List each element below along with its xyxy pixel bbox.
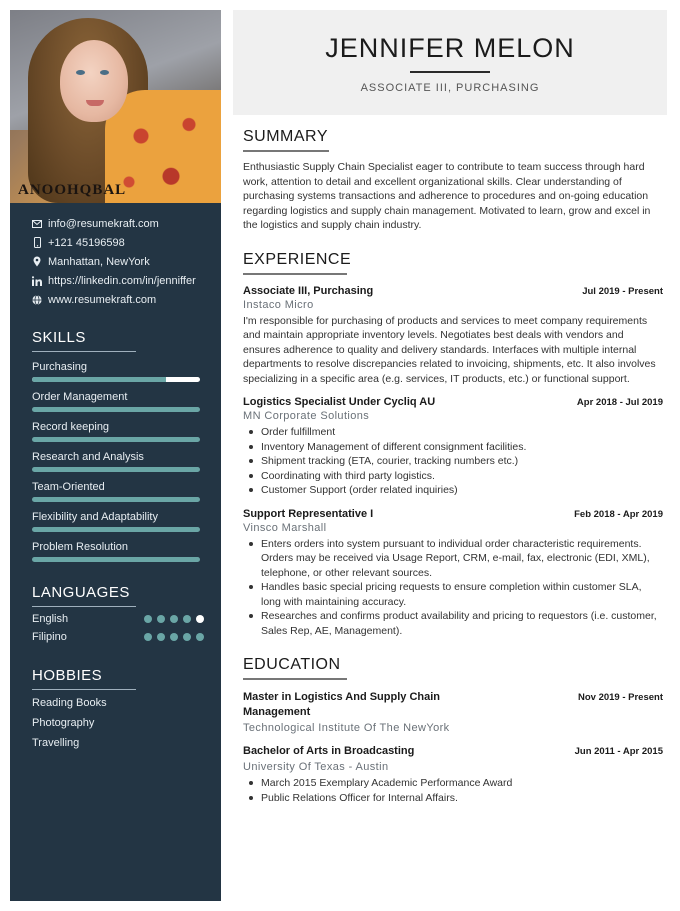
skill-bar-fill <box>32 467 200 472</box>
job-dates: Feb 2018 - Apr 2019 <box>574 508 663 520</box>
bullet-item: Enters orders into system pursuant to individual order characteristic requirements. Orders may be received via Usage Report, CRM, e-mail, fax, electronic (EDI, XML), telephone, or other relevant sources. <box>243 537 663 581</box>
job-bullets <box>243 537 663 639</box>
hobbies-heading: HOBBIES <box>32 667 136 690</box>
skill-bar <box>32 467 200 472</box>
degree-title: Master in Logistics And Supply Chain Management <box>243 691 441 718</box>
contact-list <box>10 203 221 307</box>
globe-icon <box>32 294 42 305</box>
bullet-item: Shipment tracking (ETA, courier, tracking numbers etc.) <box>243 454 663 469</box>
bullet-item: Customer Support (order related inquiries) <box>243 483 663 498</box>
job-company: Vinsco Marshall <box>243 521 327 534</box>
job-company: Instaco Micro <box>243 298 314 311</box>
skill-label: Purchasing <box>32 361 88 373</box>
bullet-item: Coordinating with third party logistics. <box>243 469 663 484</box>
hobby-item: Photography <box>32 717 95 729</box>
skill-bar-fill <box>32 497 200 502</box>
bullet-item: Order fulfillment <box>243 425 663 440</box>
language-row <box>32 613 204 625</box>
bullet-item: Researches and confirms product availability and pricing to requestors (i.e. customer, Sales Rep, AE, Management). <box>243 609 663 638</box>
contact-location <box>32 255 221 269</box>
school-name: University Of Texas - Austin <box>243 761 389 773</box>
skill-label: Flexibility and Adaptability <box>32 511 158 523</box>
skill-bar <box>32 497 200 502</box>
hobby-item: Reading Books <box>32 697 107 709</box>
header-divider <box>410 71 490 73</box>
experience-section <box>243 251 663 639</box>
contact-phone[interactable] <box>32 236 221 250</box>
job-entry <box>243 285 663 387</box>
job-entry <box>243 508 663 639</box>
summary-section <box>243 128 663 233</box>
job-entry <box>243 396 663 498</box>
contact-linkedin[interactable] <box>32 274 221 288</box>
skill-item <box>32 451 200 472</box>
sidebar <box>10 10 221 901</box>
skill-item <box>32 391 200 412</box>
school-name: Technological Institute Of The NewYork <box>243 722 450 734</box>
location-icon <box>32 256 42 267</box>
skill-bar-fill <box>32 437 200 442</box>
rating-dot <box>196 615 204 623</box>
job-title: Logistics Specialist Under Cycliq AU <box>243 396 436 408</box>
email-icon <box>32 218 42 229</box>
skills-heading: SKILLS <box>32 329 136 352</box>
bullet-item: Inventory Management of different consignment facilities. <box>243 440 663 455</box>
skill-label: Research and Analysis <box>32 451 144 463</box>
education-entry <box>243 690 663 734</box>
skill-bar <box>32 377 200 382</box>
rating-dot <box>183 633 191 641</box>
job-bullets <box>243 425 663 498</box>
language-rating <box>144 615 204 623</box>
skills-section <box>10 329 221 562</box>
candidate-name: JENNIFER MELON <box>325 33 575 63</box>
skill-bar-fill <box>32 407 200 412</box>
skill-bar <box>32 527 200 532</box>
bullet-item: Handles basic special pricing requests to ensure completion within customer SLA, long with maintaining accuracy. <box>243 580 663 609</box>
skill-label: Order Management <box>32 391 128 403</box>
skill-label: Record keeping <box>32 421 110 433</box>
contact-website[interactable] <box>32 293 221 307</box>
language-name: English <box>32 613 69 625</box>
skill-item <box>32 421 200 442</box>
education-heading: EDUCATION <box>243 656 347 680</box>
rating-dot <box>157 633 165 641</box>
contact-linkedin-text: https://linkedin.com/in/jenniffer <box>48 275 196 287</box>
languages-heading: LANGUAGES <box>32 584 136 607</box>
contact-website-text: www.resumekraft.com <box>48 294 157 306</box>
language-name: Filipino <box>32 631 67 643</box>
skill-label: Problem Resolution <box>32 541 128 553</box>
rating-dot <box>196 633 204 641</box>
hobby-item: Travelling <box>32 737 80 749</box>
rating-dot <box>170 633 178 641</box>
contact-email[interactable] <box>32 217 221 231</box>
job-dates: Apr 2018 - Jul 2019 <box>576 397 663 408</box>
rating-dot <box>144 633 152 641</box>
education-section <box>243 656 663 805</box>
skill-item <box>32 361 200 382</box>
name-header <box>233 10 667 115</box>
job-company: MN Corporate Solutions <box>243 410 370 422</box>
skill-item <box>32 511 200 532</box>
skill-bar-fill <box>32 527 200 532</box>
job-title: Support Representative I <box>243 507 374 520</box>
language-rating <box>144 633 204 641</box>
skill-bar-fill <box>32 377 166 382</box>
language-row <box>32 631 204 643</box>
main-content <box>243 128 663 823</box>
rating-dot <box>157 615 165 623</box>
education-dates: Jun 2011 - Apr 2015 <box>574 746 663 757</box>
rating-dot <box>144 615 152 623</box>
degree-title: Bachelor of Arts in Broadcasting <box>243 745 415 757</box>
experience-heading: EXPERIENCE <box>243 251 347 275</box>
education-entry <box>243 744 663 805</box>
hobbies-section <box>10 667 221 750</box>
job-dates: Jul 2019 - Present <box>582 285 663 297</box>
bullet-item: March 2015 Exemplary Academic Performance Award <box>243 776 663 791</box>
contact-phone-text: +121 45196598 <box>48 237 125 249</box>
rating-dot <box>183 615 191 623</box>
bullet-item: Public Relations Officer for Internal Affairs. <box>243 791 663 806</box>
skill-bar <box>32 407 200 412</box>
rating-dot <box>170 615 178 623</box>
phone-icon <box>32 237 42 248</box>
skill-label: Team-Oriented <box>32 481 105 493</box>
summary-text: Enthusiastic Supply Chain Specialist eager to contribute to team success through hard work, attention to detail and excellent organizational skills. Clear understanding of purchasing systems transactions and adherence to procedures and on-going education regarding logistics and supply chain management. Motivated to learn, grow and excel in the logistics and supply chain industry. <box>243 161 651 231</box>
contact-location-text: Manhattan, NewYork <box>48 256 150 268</box>
skill-item <box>32 481 200 502</box>
profile-photo <box>10 10 221 203</box>
photo-watermark: ANOOHQBAL <box>18 182 127 198</box>
skill-bar-fill <box>32 557 200 562</box>
skill-bar <box>32 557 200 562</box>
summary-heading: SUMMARY <box>243 128 329 152</box>
job-title: Associate III, Purchasing <box>243 284 374 297</box>
education-dates: Nov 2019 - Present <box>577 692 663 703</box>
linkedin-icon <box>32 275 42 286</box>
candidate-title: ASSOCIATE III, PURCHASING <box>360 82 540 94</box>
contact-email-text: info@resumekraft.com <box>48 218 159 230</box>
job-description: I'm responsible for purchasing of products and services to meet company requirements and maintain appropriate inventory levels. Negotiates best deals with vendors and ensures adherence to quality and delivery standards. Interfaces with multiple internal departments to resolve discrepancies related to invoicing, shipments, etc. It also involves specializing in a specific area (e.g. services, IT products, etc.) or functional support. <box>243 314 656 385</box>
skill-bar <box>32 437 200 442</box>
education-bullets <box>243 776 663 805</box>
skill-item <box>32 541 200 562</box>
languages-section <box>10 584 221 643</box>
